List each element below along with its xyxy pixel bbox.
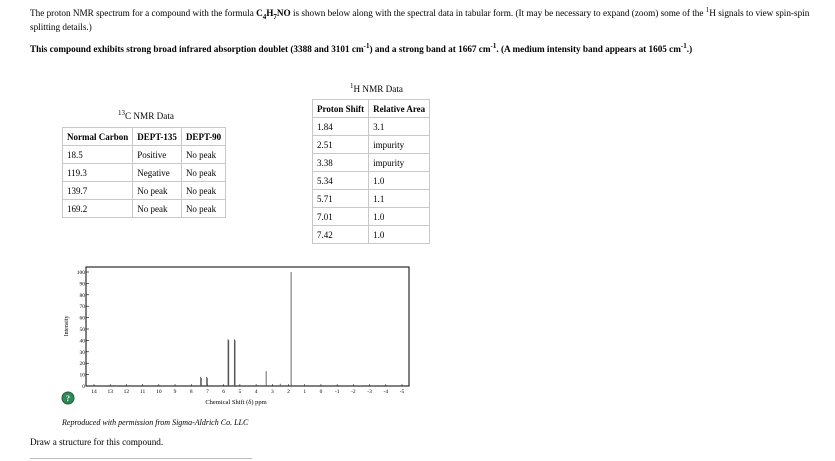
- table-row: [63, 164, 226, 182]
- table-cell: 3.38: [313, 154, 369, 172]
- table-cell: Negative: [133, 164, 182, 182]
- table-row: [313, 136, 430, 154]
- table-cell: 1.1: [369, 190, 430, 208]
- table-cell: No peak: [181, 200, 225, 218]
- column-header: DEPT-90: [181, 128, 225, 146]
- x-tick-label: 9: [173, 389, 177, 395]
- h1-table-title: $^1$H NMR Data: [350, 81, 404, 94]
- table-cell: 1.0: [369, 226, 430, 244]
- nmr-spectrum: [58, 264, 418, 414]
- y-tick-label: 80: [79, 292, 85, 299]
- x-tick-label: 8: [189, 389, 193, 395]
- column-header: Relative Area: [369, 100, 430, 118]
- table-cell: 7.01: [313, 208, 369, 226]
- table-row: [313, 172, 430, 190]
- x-tick-label: 12: [123, 389, 130, 395]
- y-tick-label: 50: [79, 327, 85, 333]
- x-tick-label: 10: [156, 389, 162, 395]
- x-tick-label: 2: [287, 389, 290, 395]
- table-cell: impurity: [369, 154, 430, 172]
- column-header: Normal Carbon: [63, 128, 133, 146]
- x-tick-label: 6: [222, 389, 226, 395]
- table-cell: No peak: [133, 200, 182, 218]
- x-tick-label: 14: [91, 389, 97, 395]
- x-tick-label: -2: [351, 389, 356, 395]
- plot-frame: [86, 267, 409, 386]
- table-cell: No peak: [181, 146, 225, 164]
- x-tick-label: -1: [334, 389, 340, 395]
- table-row: [313, 208, 430, 226]
- table-cell: 5.34: [313, 172, 369, 190]
- svg-text:?: ?: [66, 394, 70, 403]
- y-tick-label: 0: [82, 384, 85, 390]
- table-cell: 119.3: [63, 164, 133, 182]
- c13-nmr-table: [62, 127, 226, 218]
- table-cell: No peak: [133, 182, 182, 200]
- prompt-text: Draw a structure for this compound.: [30, 437, 164, 447]
- x-tick-label: 1: [303, 389, 307, 395]
- table-cell: 5.71: [313, 190, 369, 208]
- table-header-row: [313, 100, 430, 118]
- intro-text: The proton NMR spectrum for a compound with the formula $C_4H_7NO$ is shown below along with the spectral data in tabular form. (It may be necessary to expand (zoom) some of the $^1$H signals to view spin-spin splitting details.): [30, 5, 810, 32]
- table-cell: 7.42: [313, 226, 369, 244]
- question-icon[interactable]: [62, 392, 74, 404]
- table-row: [313, 154, 430, 172]
- table-cell: 18.5: [63, 146, 133, 164]
- table-row: [63, 200, 226, 218]
- table-row: [63, 146, 226, 164]
- x-tick-label: 5: [238, 389, 242, 395]
- column-header: DEPT-135: [133, 128, 182, 146]
- table-cell: 1.84: [313, 118, 369, 136]
- c13-table-title: $^{13}$C NMR Data: [118, 108, 174, 121]
- table-cell: Positive: [133, 146, 182, 164]
- x-tick-label: 4: [254, 389, 258, 395]
- table-cell: 139.7: [63, 182, 133, 200]
- y-tick-label: 10: [79, 372, 85, 379]
- x-tick-label: -3: [367, 389, 372, 395]
- y-tick-label: 70: [79, 304, 85, 311]
- x-tick-label: 7: [206, 389, 209, 395]
- table-cell: No peak: [181, 164, 225, 182]
- table-cell: impurity: [369, 136, 430, 154]
- table-row: [63, 182, 226, 200]
- y-tick-label: 40: [79, 338, 85, 345]
- h1-nmr-table: [312, 99, 430, 244]
- y-tick-label: 90: [79, 281, 85, 288]
- x-tick-label: 3: [270, 389, 274, 395]
- table-cell: 1.0: [369, 172, 430, 190]
- table-header-row: [63, 128, 226, 146]
- ir-statement: This compound exhibits strong broad infrared absorption doublet (3388 and 3101 $cm^{-1}$) and a strong band at 1667 $cm^{-1}$. (A medium intensity band appears at 1605 $cm^{-1}$.): [30, 41, 693, 54]
- credit-text: Reproduced with permission from Sigma-Aldrich Co. LLC: [62, 418, 249, 427]
- column-header: Proton Shift: [313, 100, 369, 118]
- table-row: [313, 118, 430, 136]
- y-tick-label: 20: [79, 361, 85, 368]
- x-axis-label: Chemical Shift (δ) ppm: [205, 399, 267, 406]
- table-cell: 169.2: [63, 200, 133, 218]
- x-tick-label: -4: [383, 389, 389, 395]
- x-tick-label: 13: [107, 389, 113, 395]
- table-cell: 2.51: [313, 136, 369, 154]
- table-row: [313, 190, 430, 208]
- y-tick-label: 100: [76, 270, 85, 276]
- table-cell: 1.0: [369, 208, 430, 226]
- x-tick-label: 0: [319, 389, 323, 395]
- y-tick-label: 60: [79, 315, 85, 322]
- table-cell: No peak: [181, 182, 225, 200]
- y-tick-label: 30: [79, 349, 85, 356]
- x-tick-label: -5: [399, 389, 405, 395]
- y-axis-label: Intensity: [64, 315, 70, 337]
- x-tick-label: 11: [139, 389, 146, 395]
- table-row: [313, 226, 430, 244]
- answer-box-edge[interactable]: [30, 458, 252, 459]
- table-cell: 3.1: [369, 118, 430, 136]
